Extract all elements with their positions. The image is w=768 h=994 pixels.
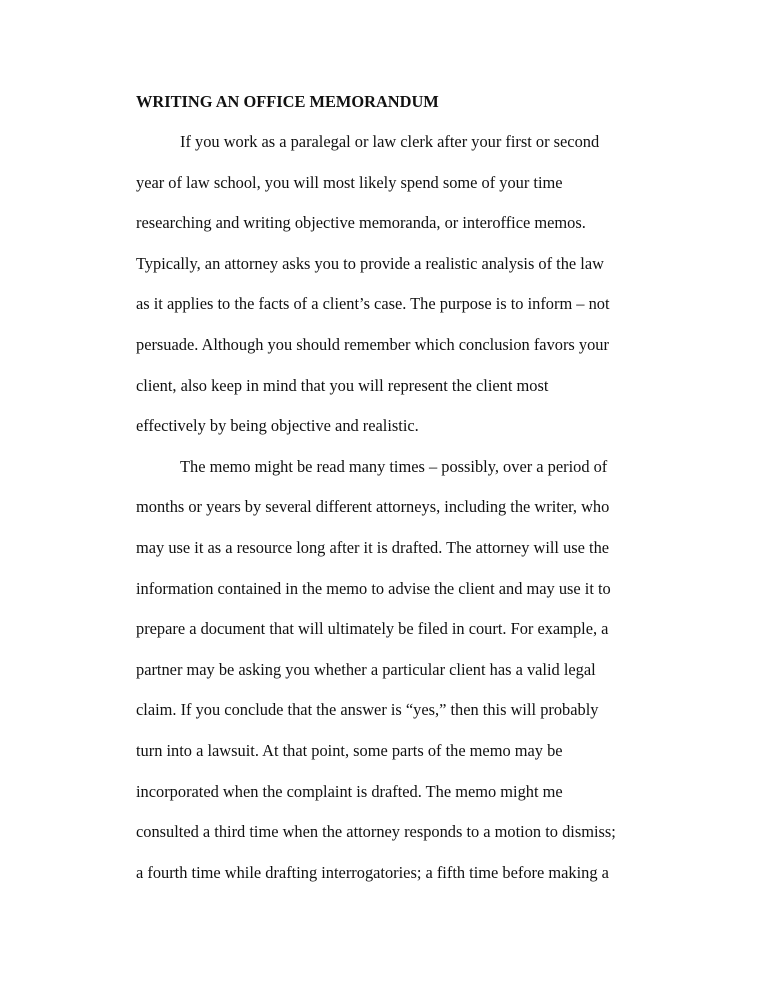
text-line: information contained in the memo to advise the client and may use it to (136, 578, 611, 598)
text-line: Typically, an attorney asks you to provide a realistic analysis of the law (136, 253, 604, 273)
text-line: a fourth time while drafting interrogatories; a fifth time before making a (136, 862, 609, 882)
text-line-paragraph-1-start: If you work as a paralegal or law clerk after your first or second (180, 132, 600, 151)
text-line: client, also keep in mind that you will represent the client most (136, 375, 549, 395)
text-line: researching and writing objective memoranda, or interoffice memos. (136, 213, 586, 233)
text-line: year of law school, you will most likely spend some of your time (136, 172, 563, 192)
text-line: as it applies to the facts of a client’s case. The purpose is to inform – not (136, 294, 610, 314)
memo-text (136, 90, 696, 901)
text-line: persuade. Although you should remember which conclusion favors your (136, 334, 609, 354)
text-line: prepare a document that will ultimately be filed in court. For example, a (136, 619, 609, 639)
text-line: turn into a lawsuit. At that point, some parts of the memo may be (136, 740, 563, 760)
document-title: WRITING AN OFFICE MEMORANDUM (136, 92, 439, 111)
text-line: may use it as a resource long after it is drafted. The attorney will use the (136, 537, 610, 557)
text-line: months or years by several different attorneys, including the writer, who (136, 497, 610, 517)
text-line-paragraph-2-start: The memo might be read many times – possibly, over a period of (180, 456, 608, 476)
text-line: partner may be asking you whether a particular client has a valid legal (136, 659, 596, 679)
text-line: consulted a third time when the attorney responds to a motion to dismiss; (136, 822, 616, 842)
text-line: incorporated when the complaint is drafted. The memo might me (136, 781, 563, 801)
text-line: effectively by being objective and realistic. (136, 416, 419, 436)
text-line: claim. If you conclude that the answer is “yes,” then this will probably (136, 700, 599, 720)
